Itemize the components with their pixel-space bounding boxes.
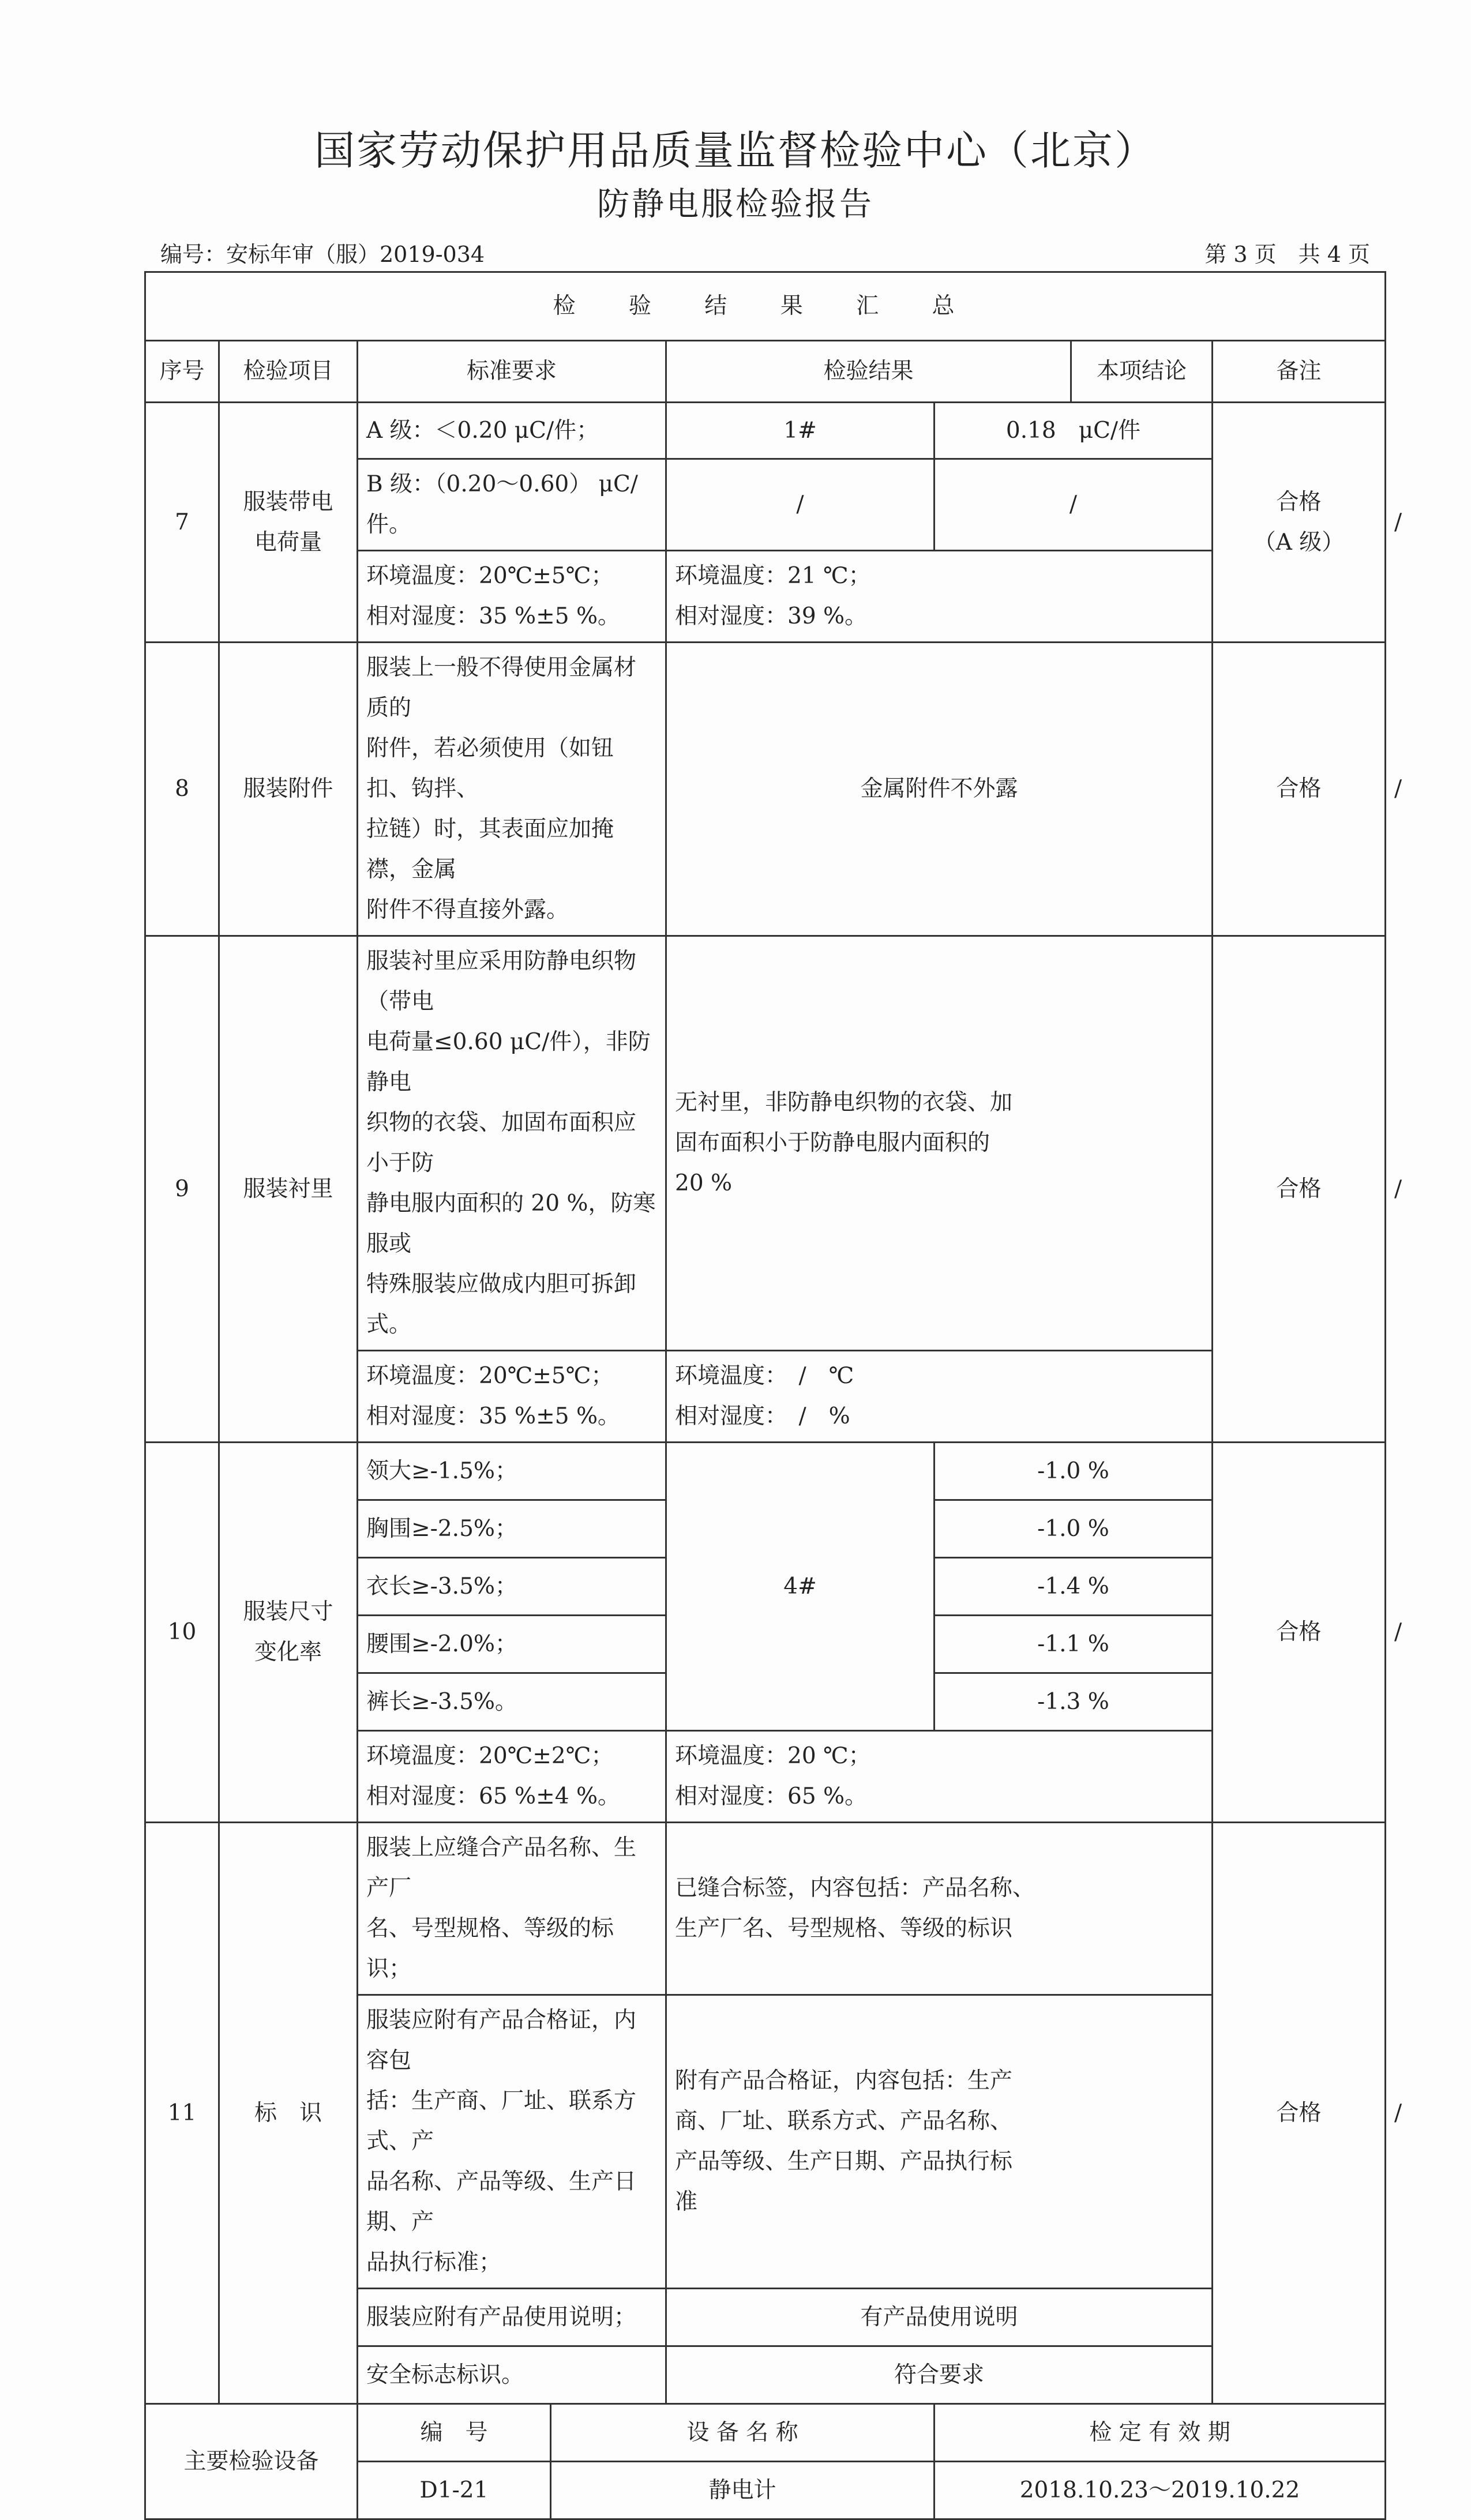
row11-req1	[358, 1823, 666, 1995]
row8-conclusion: 合格	[1213, 643, 1386, 936]
row8-item: 服装附件	[219, 643, 358, 936]
row7-item	[219, 403, 358, 643]
row10-item-line1: 服装尺寸	[243, 1599, 333, 1625]
col-header-item: 检验项目	[219, 341, 358, 403]
row11-req3: 服装应附有产品使用说明；	[358, 2289, 666, 2346]
row11-res3: 有产品使用说明	[666, 2289, 1213, 2346]
row10-item	[219, 1443, 358, 1823]
row7-result-b: /	[935, 459, 1213, 551]
equipment-name: 静电计	[551, 2462, 935, 2519]
row9-req-line: 静电服内面积的 20 %，防寒服或	[366, 1190, 656, 1257]
row11-res1	[666, 1823, 1213, 1995]
row10-req: 胸围≥-2.5%；	[358, 1500, 666, 1558]
row8-req-line: 附件不得直接外露。	[366, 897, 569, 923]
row7-conclusion-line1: 合格	[1276, 489, 1322, 515]
row8-no: 8	[145, 643, 219, 936]
row11-res2	[666, 1995, 1213, 2289]
row10-item-line2: 变化率	[254, 1639, 322, 1665]
row7-env-res-hum: 相对湿度：39 %。	[675, 603, 868, 629]
row9-req-line: 特殊服装应做成内胆可拆卸式。	[366, 1271, 637, 1338]
row10-result: -1.3 %	[935, 1673, 1213, 1731]
row7-item-line2: 电荷量	[254, 529, 322, 555]
row7-conclusion-line2: （A 级）	[1253, 529, 1345, 555]
row7-req-b: B 级：（0.20～0.60） μC/件。	[358, 459, 666, 551]
row11-no: 11	[145, 1823, 219, 2404]
row11-res2-line: 附有产品合格证，内容包括：生产	[675, 2068, 1013, 2094]
row10-no: 10	[145, 1443, 219, 1823]
row10-sample: 4#	[666, 1443, 935, 1731]
row7-req-a: A 级：＜0.20 μC/件；	[358, 403, 666, 459]
row10-result: -1.1 %	[935, 1616, 1213, 1673]
row11-item: 标 识	[219, 1823, 358, 2404]
row8-req-line: 服装上一般不得使用金属材质的	[366, 655, 637, 721]
row7-sample-b: /	[666, 459, 935, 551]
row10-result: -1.0 %	[935, 1443, 1213, 1500]
row8-requirement	[358, 643, 666, 936]
row10-req: 腰围≥-2.0%；	[358, 1616, 666, 1673]
row10-env-req-hum: 相对湿度：65 %±4 %。	[366, 1783, 621, 1809]
row7-env-req-hum: 相对湿度：35 %±5 %。	[366, 603, 621, 629]
row11-req2-line: 服装应附有产品合格证，内容包	[366, 2007, 637, 2074]
row9-env-req-hum: 相对湿度：35 %±5 %。	[366, 1403, 621, 1429]
row9-conclusion: 合格	[1213, 936, 1386, 1443]
row8-req-line: 拉链）时，其表面应加掩襟，金属	[366, 816, 614, 882]
equipment-label: 主要检验设备	[145, 2404, 358, 2519]
row9-env-res	[666, 1351, 1213, 1443]
row10-result: -1.0 %	[935, 1500, 1213, 1558]
row10-req: 裤长≥-3.5%。	[358, 1673, 666, 1731]
row9-env-req-temp: 环境温度：20℃±5℃；	[366, 1363, 614, 1389]
org-title: 国家劳动保护用品质量监督检验中心（北京）	[314, 127, 1157, 174]
row11-res4: 符合要求	[666, 2346, 1213, 2404]
row9-req-line: 服装衬里应采用防静电织物（带电	[366, 948, 637, 1015]
row11-req2	[358, 1995, 666, 2289]
doc-number: 编号：安标年审（服）2019-034	[160, 242, 485, 267]
col-header-remark: 备注	[1213, 341, 1386, 403]
row7-env-res-temp: 环境温度：21 ℃；	[675, 563, 871, 589]
row10-env-res-hum: 相对湿度：65 %。	[675, 1783, 868, 1809]
row11-res2-line: 准	[675, 2189, 698, 2215]
row11-req1-line: 服装上应缝合产品名称、生产厂	[366, 1835, 637, 1901]
row11-req2-line: 品名称、产品等级、生产日期、产	[366, 2169, 637, 2235]
row10-result: -1.4 %	[935, 1558, 1213, 1616]
row10-env-res	[666, 1731, 1213, 1823]
row10-env-req	[358, 1731, 666, 1823]
summary-title: 检 验 结 果 汇 总	[145, 272, 1386, 341]
row11-res1-line: 生产厂名、号型规格、等级的标识	[675, 1916, 1013, 1941]
row9-env-res-hum: 相对湿度： / %	[675, 1403, 850, 1429]
row10-env-req-temp: 环境温度：20℃±2℃；	[366, 1743, 614, 1769]
row8-req-line: 附件，若必须使用（如钮扣、钩拌、	[366, 735, 614, 802]
equipment-col-validity: 检 定 有 效 期	[935, 2404, 1386, 2462]
col-header-result: 检验结果	[666, 341, 1071, 403]
row9-no: 9	[145, 936, 219, 1443]
row9-result	[666, 936, 1213, 1351]
equipment-col-name: 设 备 名 称	[551, 2404, 935, 2462]
row10-conclusion: 合格	[1213, 1443, 1386, 1823]
row11-req2-line: 括：生产商、厂址、联系方式、产	[366, 2088, 637, 2154]
row11-res2-line: 产品等级、生产日期、产品执行标	[675, 2149, 1013, 2175]
page-info: 第 3 页 共 4 页	[1204, 242, 1370, 267]
row11-res2-line: 商、厂址、联系方式、产品名称、	[675, 2108, 1013, 2134]
report-title: 防静电服检验报告	[597, 186, 874, 223]
row9-req-line: 电荷量≤0.60 μC/件），非防静电	[366, 1029, 651, 1095]
row7-conclusion	[1213, 403, 1386, 643]
row7-sample-a: 1#	[666, 403, 935, 459]
row11-req1-line: 名、号型规格、等级的标识；	[366, 1916, 614, 1982]
row8-result: 金属附件不外露	[666, 643, 1213, 936]
row9-req-line: 织物的衣袋、加固布面积应小于防	[366, 1110, 637, 1176]
row10-env-res-temp: 环境温度：20 ℃；	[675, 1743, 871, 1769]
row10-req: 衣长≥-3.5%；	[358, 1558, 666, 1616]
row9-env-req	[358, 1351, 666, 1443]
row7-no: 7	[145, 403, 219, 643]
equipment-number: D1-21	[358, 2462, 551, 2519]
row11-req4: 安全标志标识。	[358, 2346, 666, 2404]
row10-req: 领大≥-1.5%；	[358, 1443, 666, 1500]
row9-result-line: 无衬里，非防静电织物的衣袋、加	[675, 1090, 1013, 1116]
equipment-validity: 2018.10.23～2019.10.22	[935, 2462, 1386, 2519]
equipment-col-number: 编 号	[358, 2404, 551, 2462]
row7-env-res	[666, 551, 1213, 643]
row9-result-line: 20 %	[675, 1170, 733, 1196]
row11-conclusion: 合格	[1213, 1823, 1386, 2404]
row11-res1-line: 已缝合标签，内容包括：产品名称、	[675, 1875, 1035, 1901]
col-header-requirement: 标准要求	[358, 341, 666, 403]
row9-result-line: 固布面积小于防静电服内面积的	[675, 1130, 990, 1156]
results-table: 检 验 结 果 汇 总 序号 检验项目 标准要求 检验结果 本项结论 备注 7 服装带电 电荷量 A 级：＜0.20 μC/件； 1# 0.18 μC/件 合格 （A 级） / B 级：（0.20～0.60） μC/件。 / / 环境温度：20℃±5℃； 相对湿度：35 %±5 %。 环境温度：21 ℃； 相对湿度：39 %。 8 服装附件 服装上一般不得使用金属材质的 附件，若必须使用（如钮扣、钩拌、 拉链）时，其表面应加掩襟，金属 附件不得直接外露。 金属附件不外露 合格 / 9 服装衬里 服装衬里应采用防静电织物（带电 电荷量≤0.60 μC/件），非防静电 织物的衣袋、加固布面积应小于防 静电服内面积的 20 %，防寒服或 特殊服装应做成内胆可拆卸式。 无衬里，非防静电织物的衣袋、加 固布面积小于防静电服内面积的 20 % 合格 / 环境温度：20℃±5℃； 相对湿度：35 %±5 %。 环境温度： / ℃ 相对湿度： / % 10 服装尺寸 变化率 领大≥-1.5%； 4# -1.0 % 合格 / 胸围≥-2.5%； -1.0 % 衣长≥-3.5%； -1.4 % 腰围≥-2.0%； -1.1 % 裤长≥-3.5%。 -1.3 % 环境温度：20℃±2℃； 相对湿度：65 %±4 %。 环境温度：20 ℃； 相对湿度：65 %。 11 标 识 服装上应缝合产品名称、生产厂 名、号型规格、等级的标识； 已缝合标签，内容包括：产品名称、 生产厂名、号型规格、等级的标识 合格 / 服装应附有产品合格证，内容包 括：生产商、厂址、联系方式、产 品名称、产品等级、生产日期、产 品执行标准； 附有产品合格证，内容包括：生产 商、厂址、联系方式、产品名称、 产品等级、生产日期、产品执行标 准 服装应附有产品使用说明； 有产品使用说明 安全标志标识。 符合要求 主要检验设备 编 号 设 备 名 称 检 定 有 效 期 D1-21 静电计 2018.10.23～2019.10.22	[144, 271, 1386, 2520]
row7-result-a: 0.18 μC/件	[935, 403, 1213, 459]
row7-env-req-temp: 环境温度：20℃±5℃；	[366, 563, 614, 589]
col-header-conclusion: 本项结论	[1071, 341, 1213, 403]
col-header-no: 序号	[145, 341, 219, 403]
row7-item-line1: 服装带电	[243, 489, 333, 515]
row7-env-req	[358, 551, 666, 643]
row9-requirement	[358, 936, 666, 1351]
row9-item: 服装衬里	[219, 936, 358, 1443]
row9-env-res-temp: 环境温度： / ℃	[675, 1363, 854, 1389]
row11-req2-line: 品执行标准；	[366, 2249, 502, 2275]
